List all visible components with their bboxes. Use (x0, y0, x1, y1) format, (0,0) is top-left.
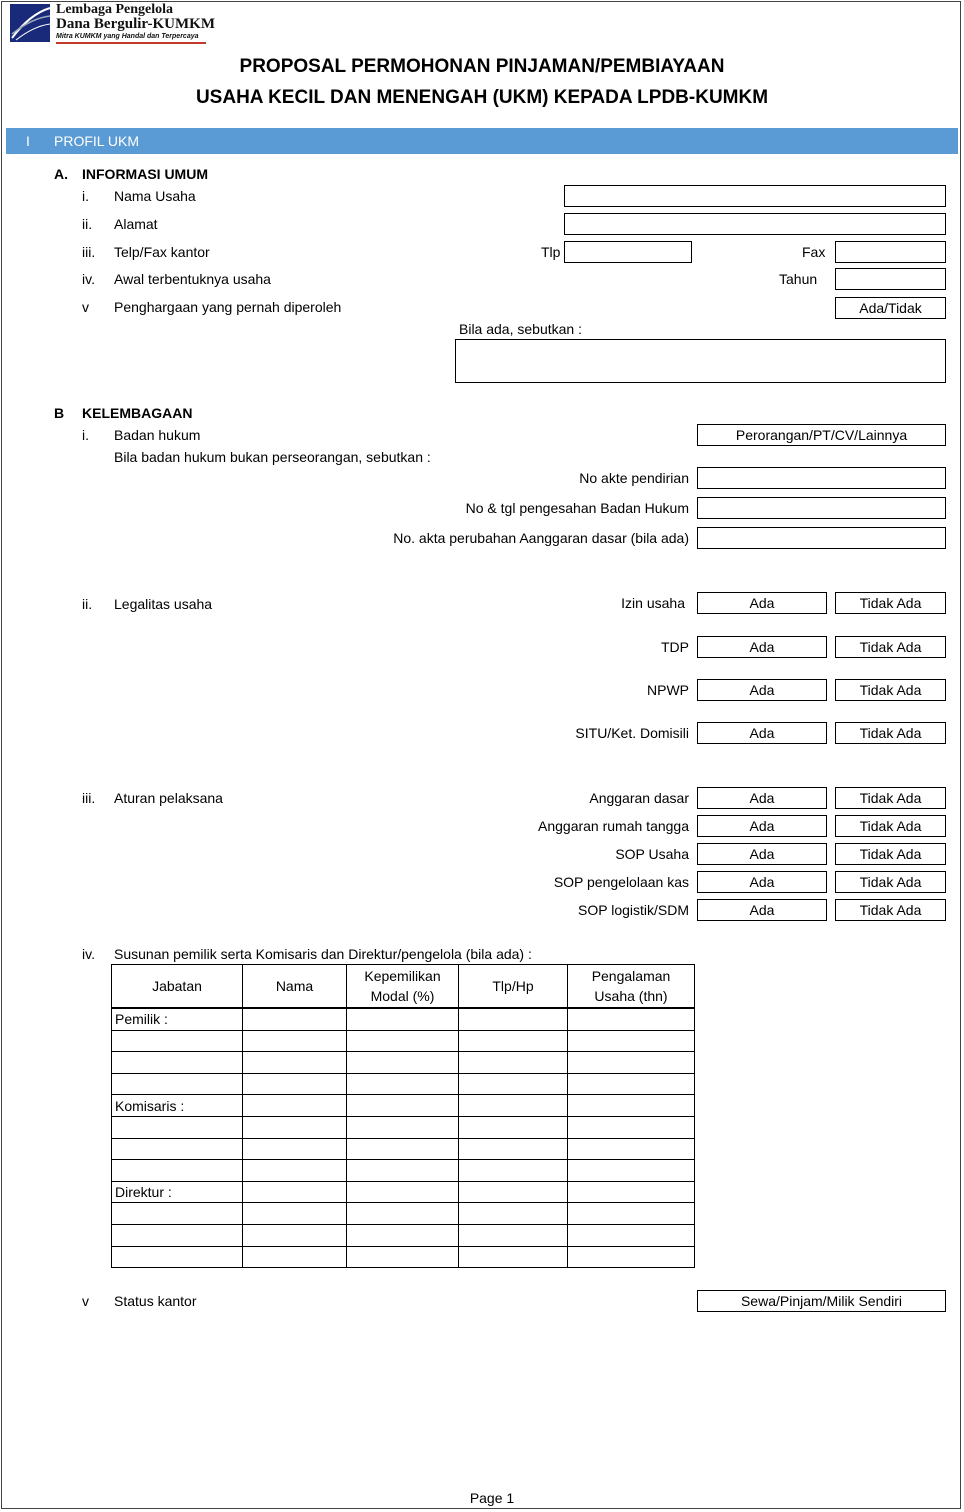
badan-hukum-option[interactable]: Perorangan/PT/CV/Lainnya (697, 424, 946, 446)
table-cell[interactable] (347, 1160, 459, 1182)
table-cell[interactable] (568, 1052, 695, 1074)
table-cell[interactable] (112, 1246, 243, 1268)
table-row (112, 1138, 695, 1160)
table-cell[interactable] (459, 1203, 568, 1225)
penghargaan-detail-field[interactable] (455, 339, 946, 383)
table-cell[interactable] (459, 1160, 568, 1182)
table-cell[interactable] (243, 1095, 347, 1117)
table-row (112, 1160, 695, 1182)
table-cell[interactable] (243, 1224, 347, 1246)
item-num: ii. (82, 596, 93, 612)
title-line2: USAHA KECIL DAN MENENGAH (UKM) KEPADA LPDB-KUMKM (195, 87, 769, 108)
col-nama: Nama (243, 965, 347, 1009)
item-num: i. (82, 427, 89, 443)
table-cell[interactable] (459, 1030, 568, 1052)
label-alamat: Alamat (114, 216, 158, 232)
label-izin-usaha: Izin usaha (621, 595, 685, 611)
sop-kas-tidak-ada[interactable]: Tidak Ada (835, 871, 946, 893)
table-cell[interactable] (243, 1073, 347, 1095)
table-row (112, 1224, 695, 1246)
item-num: v (82, 299, 89, 315)
table-cell[interactable] (568, 1138, 695, 1160)
table-cell[interactable] (568, 1095, 695, 1117)
table-cell[interactable] (568, 1181, 695, 1203)
table-row (112, 1030, 695, 1052)
table-row (112, 1116, 695, 1138)
table-cell[interactable] (459, 1246, 568, 1268)
label-anggaran-rt: Anggaran rumah tangga (538, 818, 689, 834)
label-badan-hukum: Badan hukum (114, 427, 201, 443)
item-num: iii. (82, 244, 96, 260)
label-awal-usaha: Awal terbentuknya usaha (114, 271, 271, 287)
col-tlp-hp: Tlp/Hp (459, 965, 568, 1009)
label-akta-perubahan: No. akta perubahan Aanggaran dasar (bila ada) (393, 530, 689, 546)
table-row (112, 1073, 695, 1095)
label-pengesahan: No & tgl pengesahan Badan Hukum (465, 500, 689, 516)
label-nama-usaha: Nama Usaha (114, 188, 196, 204)
situ-tidak-ada[interactable]: Tidak Ada (835, 722, 946, 744)
item-num: iii. (82, 790, 96, 806)
info-umum-letter: A. (54, 166, 68, 182)
anggaran-dasar-tidak-ada[interactable]: Tidak Ada (835, 787, 946, 809)
table-cell[interactable] (347, 1138, 459, 1160)
table-cell[interactable] (347, 1203, 459, 1225)
label-tlp: Tlp (541, 244, 561, 260)
tdp-tidak-ada[interactable]: Tidak Ada (835, 636, 946, 658)
table-cell[interactable] (347, 1052, 459, 1074)
table-cell[interactable] (459, 1138, 568, 1160)
label-tdp: TDP (661, 639, 689, 655)
table-cell[interactable] (243, 1008, 347, 1030)
group-label-direktur: Direktur : (112, 1181, 243, 1203)
table-row (112, 1181, 695, 1203)
table-cell[interactable] (459, 1052, 568, 1074)
table-cell[interactable] (243, 1160, 347, 1182)
table-cell[interactable] (568, 1008, 695, 1030)
table-cell[interactable] (568, 1224, 695, 1246)
tahun-field[interactable] (835, 268, 946, 290)
logo-underline (56, 42, 206, 44)
table-cell[interactable] (243, 1203, 347, 1225)
tdp-ada[interactable]: Ada (697, 636, 827, 658)
anggaran-rt-ada[interactable]: Ada (697, 815, 827, 837)
tlp-field[interactable] (564, 241, 692, 263)
table-cell[interactable] (568, 1030, 695, 1052)
table-row (112, 1095, 695, 1117)
fax-field[interactable] (835, 241, 946, 263)
label-tahun: Tahun (779, 271, 818, 287)
org-tagline: Mitra KUMKM yang Handal dan Terpercaya (56, 33, 199, 40)
sop-logistik-ada[interactable]: Ada (697, 899, 827, 921)
title-line1: PROPOSAL PERMOHONAN PINJAMAN/PEMBIAYAAN (239, 56, 725, 77)
table-cell[interactable] (459, 1008, 568, 1030)
section-number: I (26, 133, 30, 149)
table-cell[interactable] (243, 1116, 347, 1138)
table-cell[interactable] (112, 1160, 243, 1182)
izin-usaha-tidak-ada[interactable]: Tidak Ada (835, 592, 946, 614)
table-cell[interactable] (243, 1052, 347, 1074)
col-jabatan: Jabatan (112, 965, 243, 1009)
col-kepemilikan: Kepemilikan Modal (%) (347, 965, 459, 1009)
item-num: i. (82, 188, 89, 204)
table-row (112, 1052, 695, 1074)
label-aturan: Aturan pelaksana (114, 790, 223, 806)
label-status-kantor: Status kantor (114, 1293, 197, 1309)
table-cell[interactable] (347, 1008, 459, 1030)
label-fax: Fax (802, 244, 826, 260)
npwp-tidak-ada[interactable]: Tidak Ada (835, 679, 946, 701)
table-cell[interactable] (347, 1181, 459, 1203)
col-pengalaman: Pengalaman Usaha (thn) (568, 965, 695, 1009)
label-penghargaan: Penghargaan yang pernah diperoleh (114, 299, 342, 315)
table-cell[interactable] (347, 1246, 459, 1268)
table-cell[interactable] (112, 1073, 243, 1095)
item-num: v (82, 1293, 89, 1309)
table-row (112, 1203, 695, 1225)
label-npwp: NPWP (647, 682, 689, 698)
table-cell[interactable] (112, 1030, 243, 1052)
table-cell[interactable] (112, 1138, 243, 1160)
akta-perubahan-field[interactable] (697, 527, 946, 549)
kelembagaan-letter: B (54, 405, 65, 421)
table-cell[interactable] (347, 1030, 459, 1052)
item-num: ii. (82, 216, 93, 232)
label-susunan: Susunan pemilik serta Komisaris dan Direktur/pengelola (bila ada) : (114, 946, 532, 962)
table-cell[interactable] (568, 1073, 695, 1095)
org-line1: Lembaga Pengelola (56, 2, 174, 17)
table-cell[interactable] (347, 1224, 459, 1246)
status-kantor-option[interactable]: Sewa/Pinjam/Milik Sendiri (697, 1290, 946, 1312)
anggaran-dasar-ada[interactable]: Ada (697, 787, 827, 809)
table-cell[interactable] (347, 1116, 459, 1138)
anggaran-rt-tidak-ada[interactable]: Tidak Ada (835, 815, 946, 837)
table-cell[interactable] (112, 1052, 243, 1074)
nama-usaha-field[interactable] (564, 185, 946, 207)
sop-logistik-tidak-ada[interactable]: Tidak Ada (835, 899, 946, 921)
label-sop-usaha: SOP Usaha (615, 846, 689, 862)
label-sop-kas: SOP pengelolaan kas (553, 874, 689, 890)
org-line2: Dana Bergulir-KUMKM (56, 16, 216, 32)
table-row (112, 1008, 695, 1030)
info-umum-title: INFORMASI UMUM (82, 166, 208, 182)
table-cell[interactable] (568, 1116, 695, 1138)
label-no-akte: No akte pendirian (579, 470, 689, 486)
page-number: Page 1 (469, 1490, 515, 1506)
pengesahan-field[interactable] (697, 497, 946, 519)
table-cell[interactable] (243, 1181, 347, 1203)
npwp-ada[interactable]: Ada (697, 679, 827, 701)
label-anggaran-dasar: Anggaran dasar (589, 790, 689, 806)
lpdb-logo-icon (10, 4, 54, 44)
alamat-field[interactable] (564, 213, 946, 235)
table-cell[interactable] (243, 1030, 347, 1052)
owners-table (111, 964, 695, 1268)
table-cell[interactable] (347, 1095, 459, 1117)
group-label-komisaris: Komisaris : (112, 1095, 243, 1117)
table-cell[interactable] (347, 1073, 459, 1095)
sop-usaha-ada[interactable]: Ada (697, 843, 827, 865)
table-cell[interactable] (459, 1095, 568, 1117)
kelembagaan-title: KELEMBAGAAN (82, 405, 193, 421)
label-situ: SITU/Ket. Domisili (575, 725, 689, 741)
penghargaan-option[interactable]: Ada/Tidak (835, 297, 946, 319)
sop-usaha-tidak-ada[interactable]: Tidak Ada (835, 843, 946, 865)
table-cell[interactable] (243, 1138, 347, 1160)
table-row (112, 1246, 695, 1268)
table-cell[interactable] (459, 1116, 568, 1138)
section-bar-profil-ukm (6, 128, 958, 154)
item-num: iv. (82, 271, 95, 287)
label-sop-logistik: SOP logistik/SDM (578, 902, 689, 918)
item-num: iv. (82, 946, 95, 962)
table-cell[interactable] (459, 1181, 568, 1203)
label-bila-badan: Bila badan hukum bukan perseorangan, sebutkan : (114, 449, 431, 465)
situ-ada[interactable]: Ada (697, 722, 827, 744)
izin-usaha-ada[interactable]: Ada (697, 592, 827, 614)
sop-kas-ada[interactable]: Ada (697, 871, 827, 893)
table-cell[interactable] (459, 1224, 568, 1246)
label-telp-fax: Telp/Fax kantor (114, 244, 210, 260)
table-cell[interactable] (112, 1224, 243, 1246)
section-title: PROFIL UKM (54, 133, 140, 149)
label-bila-ada: Bila ada, sebutkan : (459, 321, 582, 337)
lpdb-logo (10, 4, 54, 47)
table-cell[interactable] (568, 1203, 695, 1225)
no-akte-field[interactable] (697, 467, 946, 489)
table-cell[interactable] (459, 1073, 568, 1095)
table-cell[interactable] (112, 1203, 243, 1225)
table-cell[interactable] (568, 1246, 695, 1268)
label-legalitas: Legalitas usaha (114, 596, 213, 612)
table-cell[interactable] (112, 1116, 243, 1138)
table-cell[interactable] (243, 1246, 347, 1268)
table-header-row (112, 965, 695, 1009)
group-label-pemilik: Pemilik : (112, 1008, 243, 1030)
table-cell[interactable] (568, 1160, 695, 1182)
